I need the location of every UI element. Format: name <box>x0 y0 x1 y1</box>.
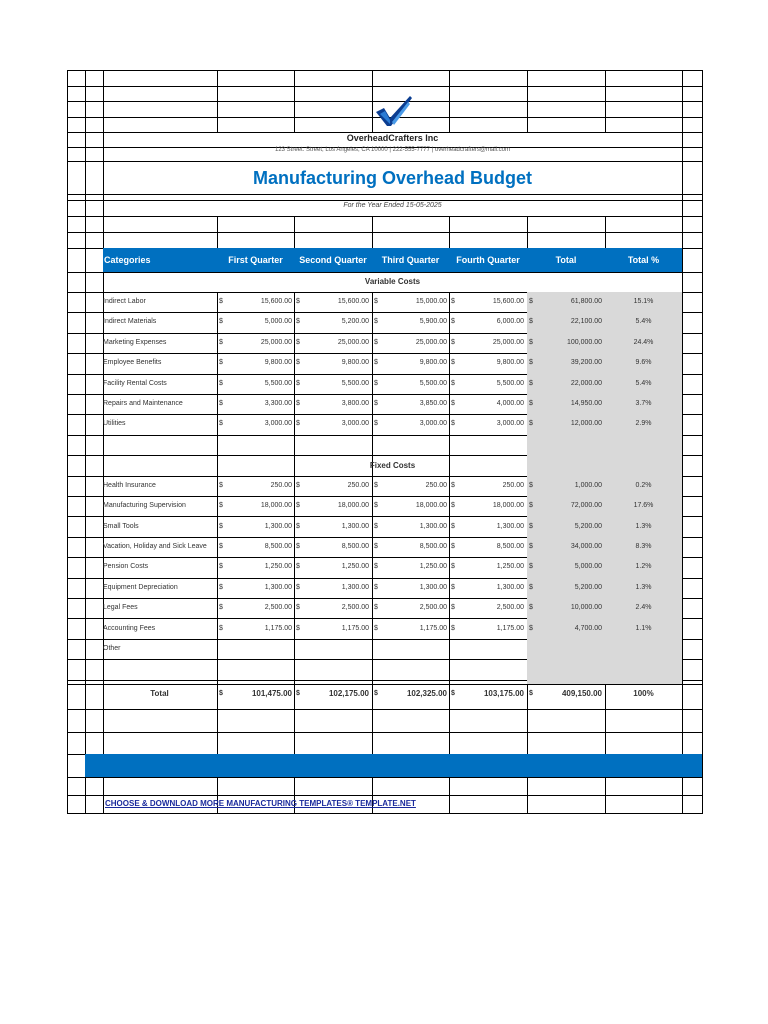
fixed-row-total-3: 34,000.00 <box>570 543 602 550</box>
variable-row-dollar-q3-4: $ <box>374 380 378 387</box>
totals-dollar-q4: $ <box>451 690 455 697</box>
fixed-row-q3-5: 1,300.00 <box>419 584 447 591</box>
variable-row-dollar-q4-4: $ <box>451 380 455 387</box>
fixed-row-q1-1: 18,000.00 <box>260 502 292 509</box>
fixed-row-q2-0: 250.00 <box>347 482 369 489</box>
variable-row-dollar-total-4: $ <box>529 380 533 387</box>
h-gridline <box>67 732 703 733</box>
variable-row-dollar-q1-1: $ <box>219 318 223 325</box>
variable-row-q1-0: 15,600.00 <box>260 298 292 305</box>
fixed-row-q3-3: 8,500.00 <box>419 543 447 550</box>
variable-row-q1-6: 3,000.00 <box>264 420 292 427</box>
fixed-row-dollar-q4-3: $ <box>451 543 455 550</box>
fixed-row-q2-4: 1,250.00 <box>341 563 369 570</box>
variable-row-q4-0: 15,600.00 <box>492 298 524 305</box>
variable-row-q3-3: 9,800.00 <box>419 359 447 366</box>
variable-row-dollar-q1-0: $ <box>219 298 223 305</box>
variable-row-q3-6: 3,000.00 <box>419 420 447 427</box>
other-label: Other <box>103 645 121 652</box>
variable-row-pct-6: 2.9% <box>635 420 652 427</box>
fixed-row-q1-3: 8,500.00 <box>264 543 292 550</box>
fixed-row-dollar-q2-0: $ <box>296 482 300 489</box>
variable-row-q2-3: 9,800.00 <box>341 359 369 366</box>
fixed-row-dollar-q2-4: $ <box>296 563 300 570</box>
variable-row-dollar-q2-0: $ <box>296 298 300 305</box>
h-gridline <box>67 709 703 710</box>
column-header-4: Fourth Quarter <box>456 255 520 265</box>
variable-row-q2-0: 15,600.00 <box>337 298 369 305</box>
v-gridline <box>605 777 606 814</box>
variable-row-q4-4: 5,500.00 <box>496 380 524 387</box>
column-header-6: Total % <box>627 255 660 265</box>
fixed-row-dollar-q2-2: $ <box>296 523 300 530</box>
fixed-row-total-7: 4,700.00 <box>574 625 602 632</box>
variable-row-dollar-q4-6: $ <box>451 420 455 427</box>
variable-row-q4-3: 9,800.00 <box>496 359 524 366</box>
variable-row-dollar-q2-4: $ <box>296 380 300 387</box>
fixed-row-dollar-q1-6: $ <box>219 604 223 611</box>
variable-row-q2-2: 25,000.00 <box>337 339 369 346</box>
column-header-1: First Quarter <box>228 255 283 265</box>
variable-row-dollar-q2-3: $ <box>296 359 300 366</box>
variable-row-q2-4: 5,500.00 <box>341 380 369 387</box>
variable-row-q4-5: 4,000.00 <box>496 400 524 407</box>
checkmark-logo-icon <box>374 94 414 128</box>
fixed-row-dollar-q3-7: $ <box>374 625 378 632</box>
fixed-row-pct-3: 8.3% <box>635 543 652 550</box>
fixed-row-q1-7: 1,175.00 <box>264 625 292 632</box>
fixed-row-q3-4: 1,250.00 <box>419 563 447 570</box>
fixed-row-q4-6: 2,500.00 <box>496 604 524 611</box>
variable-row-total-3: 39,200.00 <box>570 359 602 366</box>
fixed-row-q3-7: 1,175.00 <box>419 625 447 632</box>
fixed-row-q2-1: 18,000.00 <box>337 502 369 509</box>
fixed-row-total-1: 72,000.00 <box>570 502 602 509</box>
fixed-row-label-0: Health Insurance <box>103 482 156 489</box>
totals-label: Total <box>150 689 169 698</box>
fixed-row-pct-7: 1.1% <box>635 625 652 632</box>
variable-row-dollar-q4-3: $ <box>451 359 455 366</box>
variable-row-pct-3: 9.6% <box>635 359 652 366</box>
v-gridline <box>682 70 683 814</box>
totals-dollar-total: $ <box>529 690 533 697</box>
fixed-row-dollar-q3-4: $ <box>374 563 378 570</box>
totals-dollar-q2: $ <box>296 690 300 697</box>
variable-row-dollar-total-6: $ <box>529 420 533 427</box>
h-gridline <box>67 232 703 233</box>
fixed-row-dollar-q1-1: $ <box>219 502 223 509</box>
fixed-row-label-1: Manufacturing Supervision <box>103 502 186 509</box>
footer-blue-band <box>85 754 702 777</box>
h-gridline <box>67 813 703 814</box>
h-gridline <box>67 216 703 217</box>
fixed-row-q1-6: 2,500.00 <box>264 604 292 611</box>
totals-dollar-q1: $ <box>219 690 223 697</box>
variable-row-q1-2: 25,000.00 <box>260 339 292 346</box>
fixed-row-total-6: 10,000.00 <box>570 604 602 611</box>
fixed-row-label-4: Pension Costs <box>103 563 149 570</box>
section-fixed-costs: Fixed Costs <box>369 461 416 470</box>
fixed-row-dollar-q1-0: $ <box>219 482 223 489</box>
fixed-row-dollar-q4-4: $ <box>451 563 455 570</box>
fixed-row-dollar-q3-3: $ <box>374 543 378 550</box>
fixed-row-q4-2: 1,300.00 <box>496 523 524 530</box>
totals-total: 409,150.00 <box>561 689 602 698</box>
variable-row-q1-3: 9,800.00 <box>264 359 292 366</box>
variable-row-q3-1: 5,900.00 <box>419 318 447 325</box>
page-title: Manufacturing Overhead Budget <box>252 168 533 188</box>
variable-row-dollar-q3-6: $ <box>374 420 378 427</box>
variable-row-q2-5: 3,800.00 <box>341 400 369 407</box>
variable-row-q1-4: 5,500.00 <box>264 380 292 387</box>
v-gridline <box>85 70 86 814</box>
fixed-row-q1-0: 250.00 <box>270 482 292 489</box>
footer-template-link[interactable]: CHOOSE & DOWNLOAD MORE MANUFACTURING TEMPLATES® TEMPLATE.NET <box>105 799 416 808</box>
v-gridline <box>527 70 528 132</box>
variable-row-q3-5: 3,850.00 <box>419 400 447 407</box>
totals-q1: 101,475.00 <box>251 689 292 698</box>
variable-row-dollar-total-0: $ <box>529 298 533 305</box>
fixed-row-pct-6: 2.4% <box>635 604 652 611</box>
fixed-row-q4-7: 1,175.00 <box>496 625 524 632</box>
fixed-row-dollar-q1-4: $ <box>219 563 223 570</box>
fixed-row-total-0: 1,000.00 <box>574 482 602 489</box>
totals-q3: 102,325.00 <box>406 689 447 698</box>
fixed-row-pct-1: 17.6% <box>633 502 654 509</box>
fixed-row-dollar-total-3: $ <box>529 543 533 550</box>
variable-row-dollar-q3-2: $ <box>374 339 378 346</box>
fixed-row-dollar-q2-5: $ <box>296 584 300 591</box>
fixed-row-dollar-q3-0: $ <box>374 482 378 489</box>
variable-row-q1-1: 5,000.00 <box>264 318 292 325</box>
company-address: 123 Street. Street, Los Angeles, CA 10000 | 222-555-7777 | overheadcrafters@mail.com <box>274 147 510 153</box>
fixed-row-label-7: Accounting Fees <box>103 625 156 632</box>
variable-row-total-1: 22,100.00 <box>570 318 602 325</box>
fixed-row-total-2: 5,200.00 <box>574 523 602 530</box>
variable-row-dollar-q1-2: $ <box>219 339 223 346</box>
fixed-row-q2-7: 1,175.00 <box>341 625 369 632</box>
v-gridline <box>372 70 373 132</box>
v-gridline <box>217 70 218 132</box>
fixed-row-dollar-total-4: $ <box>529 563 533 570</box>
variable-row-pct-0: 15.1% <box>633 298 654 305</box>
fixed-row-q3-0: 250.00 <box>425 482 447 489</box>
fixed-row-dollar-q3-1: $ <box>374 502 378 509</box>
v-gridline <box>372 292 373 754</box>
fixed-row-pct-4: 1.2% <box>635 563 652 570</box>
variable-row-dollar-q1-6: $ <box>219 420 223 427</box>
fixed-row-q1-4: 1,250.00 <box>264 563 292 570</box>
variable-row-label-4: Facility Rental Costs <box>103 380 167 387</box>
fixed-row-dollar-q3-2: $ <box>374 523 378 530</box>
fixed-row-dollar-q1-5: $ <box>219 584 223 591</box>
v-gridline <box>294 292 295 754</box>
variable-row-q3-4: 5,500.00 <box>419 380 447 387</box>
fixed-row-label-5: Equipment Depreciation <box>103 584 178 591</box>
v-gridline <box>217 292 218 754</box>
variable-row-dollar-q1-4: $ <box>219 380 223 387</box>
variable-row-dollar-q3-3: $ <box>374 359 378 366</box>
totals-dollar-q3: $ <box>374 690 378 697</box>
fixed-row-q2-3: 8,500.00 <box>341 543 369 550</box>
fixed-row-q4-1: 18,000.00 <box>492 502 524 509</box>
fixed-row-q2-5: 1,300.00 <box>341 584 369 591</box>
variable-row-total-4: 22,000.00 <box>570 380 602 387</box>
column-header-2: Second Quarter <box>299 255 367 265</box>
fixed-row-q2-2: 1,300.00 <box>341 523 369 530</box>
fixed-row-pct-2: 1.3% <box>635 523 652 530</box>
variable-row-q3-2: 25,000.00 <box>415 339 447 346</box>
v-gridline <box>449 292 450 754</box>
variable-row-q4-1: 6,000.00 <box>496 318 524 325</box>
variable-row-dollar-q4-2: $ <box>451 339 455 346</box>
fixed-row-q2-6: 2,500.00 <box>341 604 369 611</box>
variable-row-dollar-q2-6: $ <box>296 420 300 427</box>
section-variable-costs: Variable Costs <box>364 277 421 286</box>
variable-row-dollar-total-1: $ <box>529 318 533 325</box>
fixed-row-dollar-q1-3: $ <box>219 543 223 550</box>
variable-row-dollar-q2-2: $ <box>296 339 300 346</box>
variable-row-label-2: Marketing Expenses <box>103 339 167 346</box>
h-gridline <box>67 795 703 796</box>
h-gridline <box>67 194 703 195</box>
fixed-row-dollar-total-5: $ <box>529 584 533 591</box>
variable-row-total-0: 61,800.00 <box>570 298 602 305</box>
fixed-row-label-6: Legal Fees <box>103 604 138 611</box>
fixed-row-dollar-total-1: $ <box>529 502 533 509</box>
variable-row-dollar-q4-1: $ <box>451 318 455 325</box>
variable-row-q1-5: 3,300.00 <box>264 400 292 407</box>
fixed-row-dollar-q2-3: $ <box>296 543 300 550</box>
fixed-row-dollar-total-6: $ <box>529 604 533 611</box>
variable-row-q4-2: 25,000.00 <box>492 339 524 346</box>
variable-row-total-6: 12,000.00 <box>570 420 602 427</box>
fixed-row-dollar-q4-6: $ <box>451 604 455 611</box>
fixed-row-q3-1: 18,000.00 <box>415 502 447 509</box>
fixed-row-q4-4: 1,250.00 <box>496 563 524 570</box>
variable-row-dollar-q4-0: $ <box>451 298 455 305</box>
fixed-row-label-3: Vacation, Holiday and Sick Leave <box>103 543 207 550</box>
h-gridline <box>67 86 703 87</box>
totals-q2: 102,175.00 <box>328 689 369 698</box>
variable-row-pct-5: 3.7% <box>635 400 652 407</box>
fixed-row-dollar-total-7: $ <box>529 625 533 632</box>
v-gridline <box>67 70 68 814</box>
fixed-row-label-2: Small Tools <box>103 523 139 530</box>
variable-row-total-5: 14,950.00 <box>570 400 602 407</box>
fixed-row-dollar-q4-0: $ <box>451 482 455 489</box>
variable-row-dollar-total-5: $ <box>529 400 533 407</box>
variable-row-dollar-q2-1: $ <box>296 318 300 325</box>
fixed-row-dollar-q2-1: $ <box>296 502 300 509</box>
fixed-row-q3-2: 1,300.00 <box>419 523 447 530</box>
variable-row-dollar-q3-5: $ <box>374 400 378 407</box>
fixed-row-q1-5: 1,300.00 <box>264 584 292 591</box>
fixed-row-dollar-q1-7: $ <box>219 625 223 632</box>
variable-row-pct-2: 24.4% <box>633 339 654 346</box>
v-gridline <box>702 70 703 814</box>
variable-row-label-3: Employee Benefits <box>103 359 162 366</box>
variable-row-label-1: Indirect Materials <box>103 318 157 325</box>
variable-row-dollar-q4-5: $ <box>451 400 455 407</box>
variable-row-dollar-q3-0: $ <box>374 298 378 305</box>
company-name: OverheadCrafters Inc <box>346 133 439 143</box>
h-gridline <box>67 70 703 71</box>
fixed-row-q4-3: 8,500.00 <box>496 543 524 550</box>
fixed-row-dollar-q4-2: $ <box>451 523 455 530</box>
totals-q4: 103,175.00 <box>483 689 524 698</box>
variable-row-dollar-q3-1: $ <box>374 318 378 325</box>
fixed-row-dollar-q2-6: $ <box>296 604 300 611</box>
v-gridline <box>449 70 450 132</box>
variable-row-dollar-q1-3: $ <box>219 359 223 366</box>
column-header-3: Third Quarter <box>381 255 440 265</box>
h-gridline <box>67 272 703 273</box>
variable-row-q4-6: 3,000.00 <box>496 420 524 427</box>
totals-pct: 100% <box>633 689 654 698</box>
variable-row-label-6: Utilities <box>103 420 126 427</box>
fixed-row-pct-5: 1.3% <box>635 584 652 591</box>
v-gridline <box>605 70 606 132</box>
fixed-row-q4-5: 1,300.00 <box>496 584 524 591</box>
variable-row-dollar-total-3: $ <box>529 359 533 366</box>
fixed-row-dollar-q2-7: $ <box>296 625 300 632</box>
variable-row-dollar-q2-5: $ <box>296 400 300 407</box>
column-header-0: Categories <box>104 255 151 265</box>
h-gridline <box>67 684 703 685</box>
variable-row-q2-1: 5,200.00 <box>341 318 369 325</box>
fixed-row-dollar-q3-6: $ <box>374 604 378 611</box>
variable-row-pct-1: 5.4% <box>635 318 652 325</box>
fixed-row-pct-0: 0.2% <box>635 482 652 489</box>
column-header-5: Total <box>555 255 577 265</box>
h-gridline <box>67 777 703 778</box>
h-gridline <box>67 161 703 162</box>
fixed-row-dollar-total-2: $ <box>529 523 533 530</box>
variable-row-pct-4: 5.4% <box>635 380 652 387</box>
fixed-row-q4-0: 250.00 <box>502 482 524 489</box>
v-gridline <box>527 777 528 814</box>
variable-row-dollar-q1-5: $ <box>219 400 223 407</box>
v-gridline <box>294 70 295 132</box>
variable-row-dollar-total-2: $ <box>529 339 533 346</box>
fixed-row-dollar-q3-5: $ <box>374 584 378 591</box>
variable-row-q2-6: 3,000.00 <box>341 420 369 427</box>
fixed-row-dollar-q4-1: $ <box>451 502 455 509</box>
page-subtitle: For the Year Ended 15-05-2025 <box>343 202 442 209</box>
fixed-row-total-5: 5,200.00 <box>574 584 602 591</box>
variable-row-q3-0: 15,000.00 <box>415 298 447 305</box>
variable-row-label-0: Indirect Labor <box>103 298 146 305</box>
fixed-row-dollar-q4-7: $ <box>451 625 455 632</box>
fixed-row-total-4: 5,000.00 <box>574 563 602 570</box>
fixed-row-dollar-q1-2: $ <box>219 523 223 530</box>
fixed-row-q1-2: 1,300.00 <box>264 523 292 530</box>
variable-row-total-2: 100,000.00 <box>566 339 602 346</box>
fixed-row-dollar-q4-5: $ <box>451 584 455 591</box>
fixed-row-q3-6: 2,500.00 <box>419 604 447 611</box>
variable-row-label-5: Repairs and Maintenance <box>103 400 183 407</box>
fixed-row-dollar-total-0: $ <box>529 482 533 489</box>
v-gridline <box>449 777 450 814</box>
